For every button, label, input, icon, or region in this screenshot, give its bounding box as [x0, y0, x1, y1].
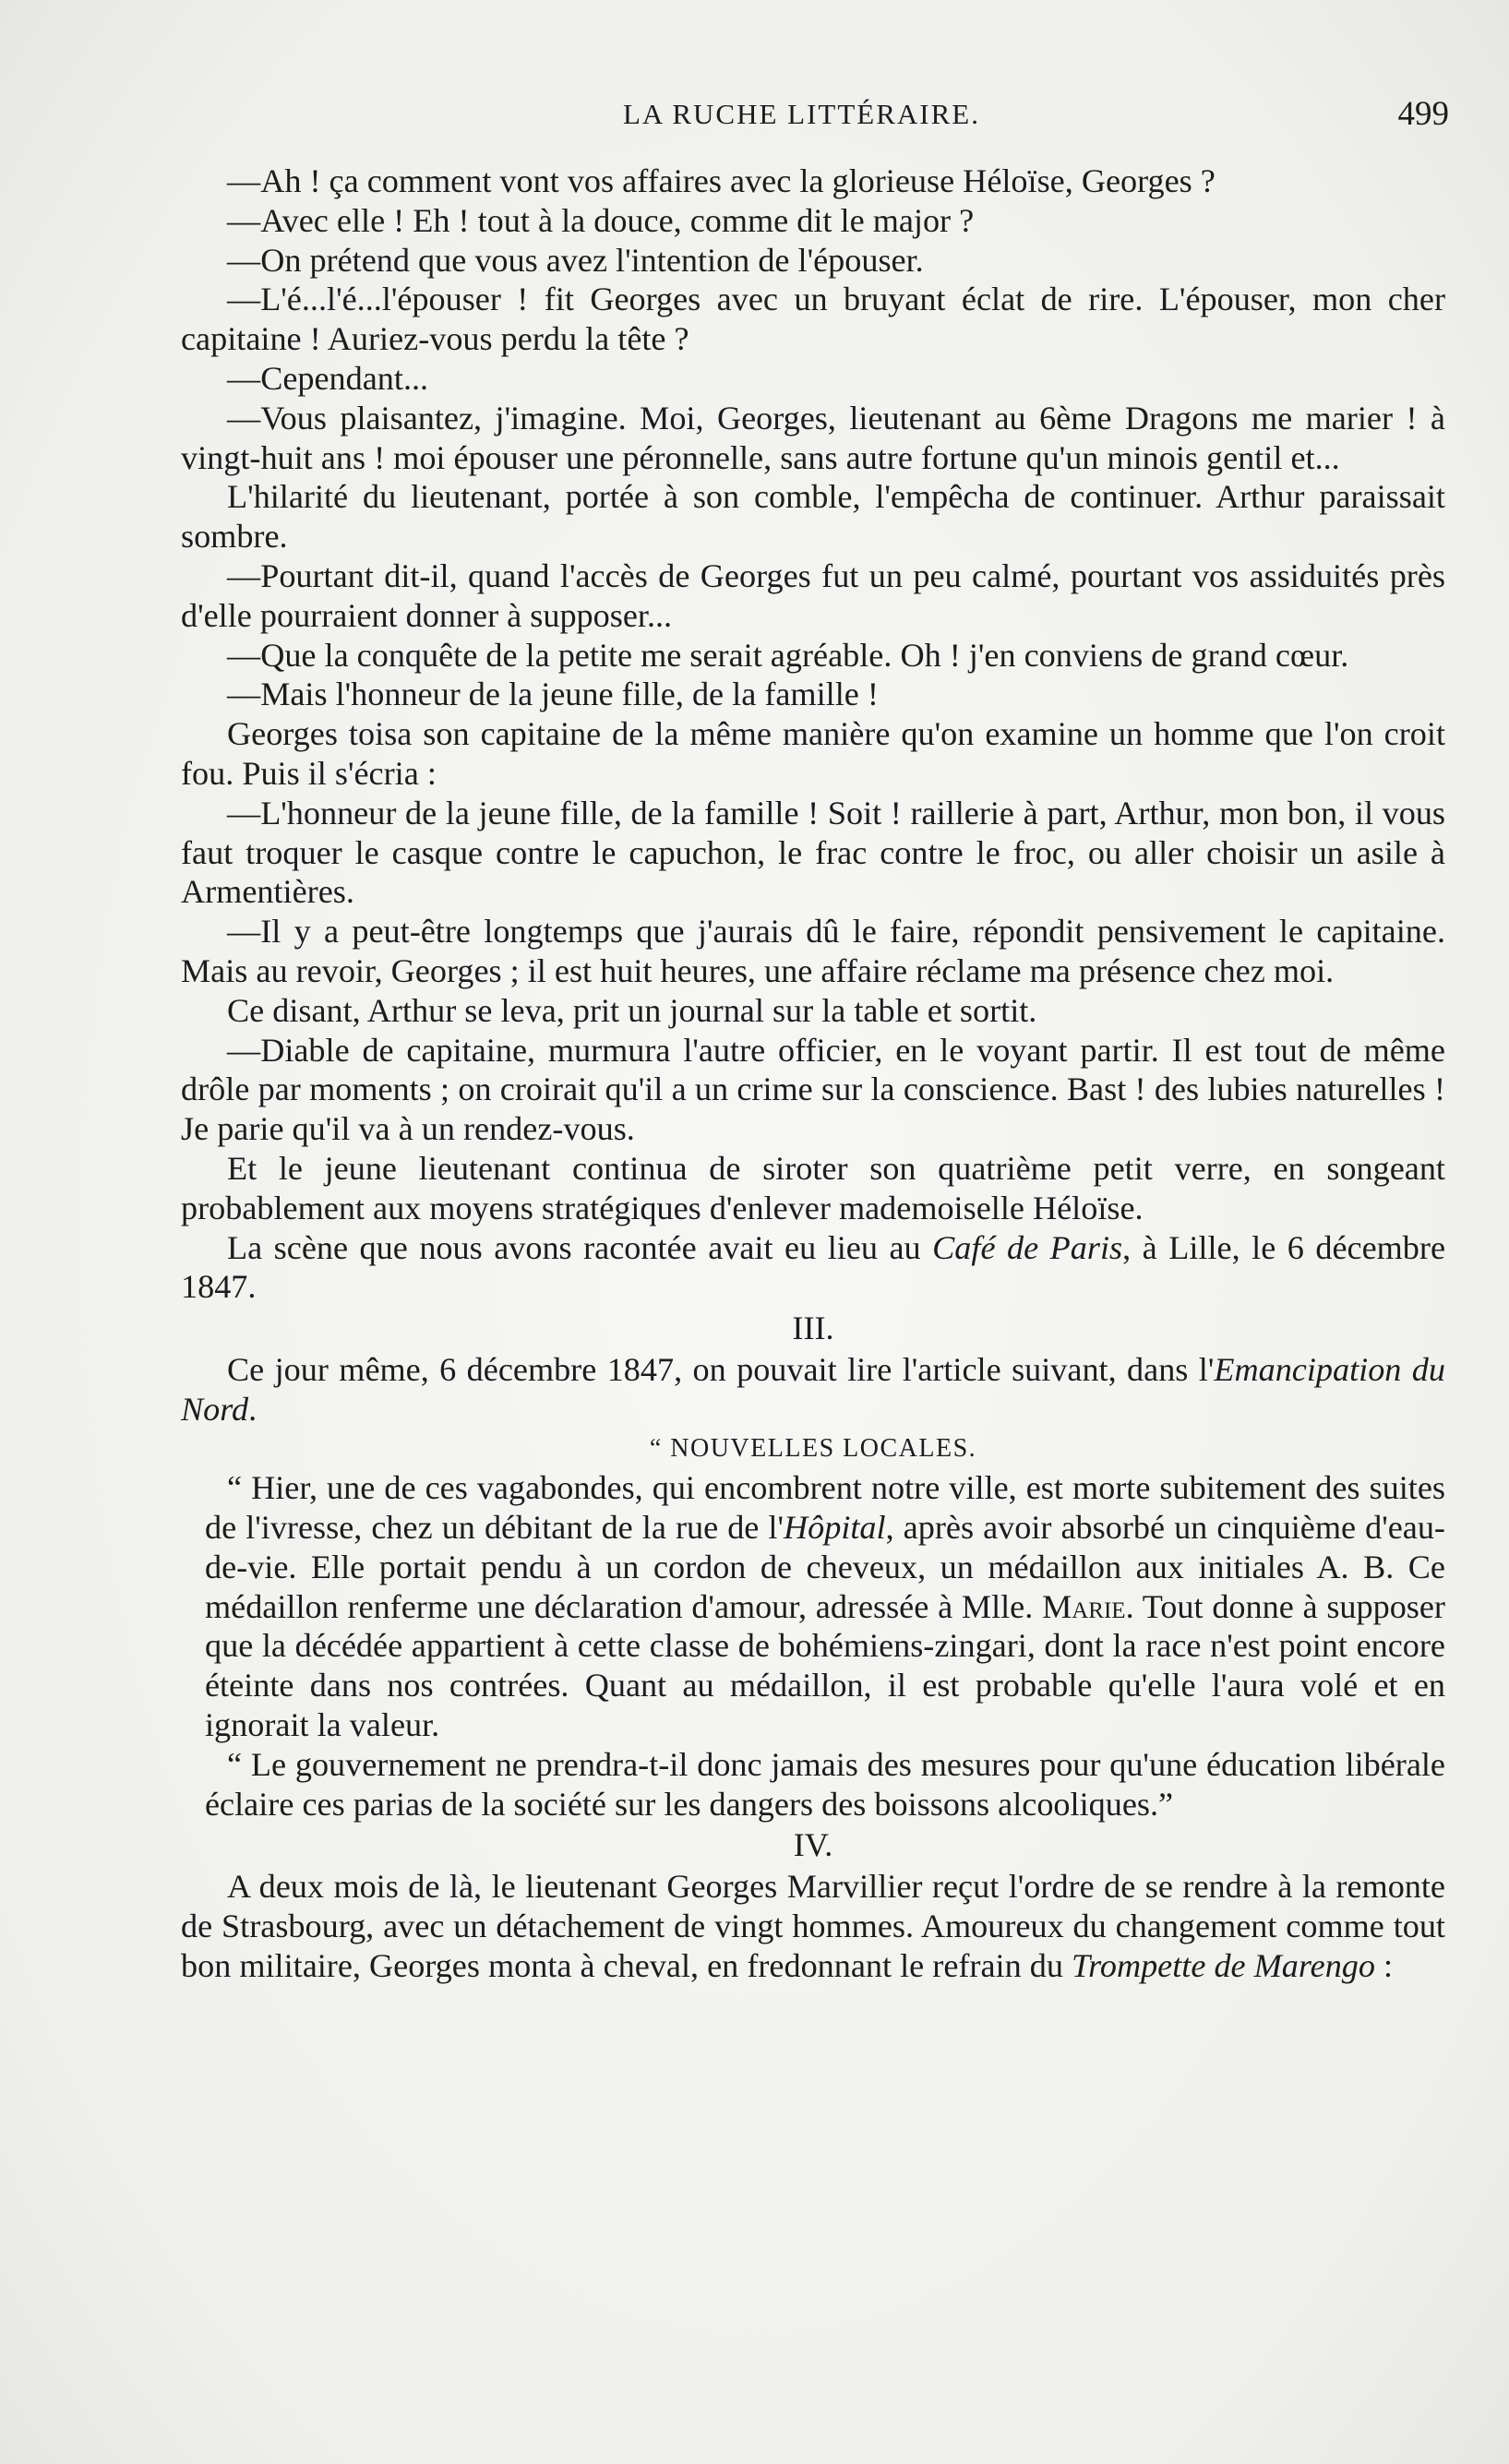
paragraph: —Vous plaisantez, j'imagine. Moi, Georges, lieutenant au 6ème Dragons me marier ! à vingt-huit ans ! moi épouser une péronnelle, sans autre fortune qu'un minois gentil et...: [181, 399, 1445, 476]
paragraph-journal: [181, 1350, 1445, 1429]
text: , après avoir absorbé un cinquième d'eau-de-vie. Elle portait pendu à un cordon de cheveux, un médaillon aux initiales A. B. Ce médaillon renferme une déclaration d'amour, adressée à Mlle.: [205, 1509, 1445, 1625]
paragraph: —On prétend que vous avez l'intention de l'épouser.: [227, 241, 924, 279]
paragraph-cafe: [181, 1228, 1445, 1308]
paragraph: —L'honneur de la jeune fille, de la famille ! Soit ! raillerie à part, Arthur, mon bon, il vous faut troquer le casque contre le capuchon, le frac contre le froc, ou aller choisir un asile à Armentières.: [181, 794, 1445, 911]
paragraph: Ce disant, Arthur se leva, prit un journal sur la table et sortit.: [227, 991, 1037, 1029]
news-heading: “ NOUVELLES LOCALES.: [649, 1433, 977, 1463]
paragraph: —Avec elle ! Eh ! tout à la douce, comme dit le major ?: [227, 201, 975, 239]
paragraph: —Que la conquête de la petite me serait agréable. Oh ! j'en conviens de grand cœur.: [227, 636, 1349, 674]
paragraph: —Cependant...: [227, 359, 429, 397]
text: La scène que nous avons racontée avait eu lieu au: [227, 1228, 933, 1266]
text: A deux mois de là, le lieutenant Georges Marvillier reçut l'ordre de se rendre à la remonte de Strasbourg, avec un détachement de vingt hommes. Amoureux du changement comme tout bon militaire, Georges monta à cheval, en fredonnant le refrain du: [181, 1868, 1445, 1984]
paragraph-last: [181, 1867, 1445, 1985]
text: , à Lille, le 6 décembre 1847.: [181, 1228, 1446, 1306]
song-title: Trompette de Marengo: [1071, 1946, 1375, 1984]
journal-name: Emancipation du Nord: [181, 1350, 1445, 1428]
street-name: Hôpital: [784, 1509, 886, 1547]
text: :: [1374, 1946, 1394, 1984]
section-heading-4: IV.: [793, 1826, 833, 1864]
person-name: Marie: [1042, 1587, 1126, 1625]
text: Ce jour même, 6 décembre 1847, on pouvait lire l'article suivant, dans l': [227, 1350, 1215, 1388]
news-quote: [181, 1468, 1445, 1745]
paragraph: —Il y a peut-être longtemps que j'aurais dû le faire, répondit pensivement le capitaine. Mais au revoir, Georges ; il est huit heures, une affaire réclame ma présence chez moi.: [181, 913, 1445, 989]
paragraph: L'hilarité du lieutenant, portée à son comble, l'empêcha de continuer. Arthur paraissait sombre.: [181, 478, 1445, 556]
text: . Tout donne à supposer que la décédée appartient à cette classe de bohémiens-zingari, dont la race n'est point encore éteinte dans nos contrées. Quant au médaillon, il est probable qu'elle l'aura volé et en ignorait la valeur.: [205, 1587, 1445, 1744]
paragraph: —L'é...l'é...l'épouser ! fit Georges avec un bruyant éclat de rire. L'épouser, mon cher capitaine ! Auriez-vous perdu la tête ?: [181, 281, 1445, 358]
paragraph: —Ah ! ça comment vont vos affaires avec la glorieuse Héloïse, Georges ?: [227, 162, 1216, 199]
text: “ Hier, une de ces vagabondes, qui encombrent notre ville, est morte subitement des suites de l'ivresse, chez un débitant de la rue de l': [205, 1469, 1445, 1547]
text: .: [248, 1390, 257, 1428]
news-quote: “ Le gouvernement ne prendra-t-il donc jamais des mesures pour qu'une éducation libérale éclaire ces parias de la société sur les dangers des boissons alcooliques.”: [205, 1745, 1445, 1823]
page-header: [189, 90, 1449, 146]
cafe-name: Café de Paris: [932, 1228, 1123, 1266]
paragraph: Et le jeune lieutenant continua de siroter son quatrième petit verre, en songeant probablement aux moyens stratégiques d'enlever mademoiselle Héloïse.: [181, 1149, 1445, 1226]
page-number: 499: [1397, 95, 1449, 133]
paragraph: —Mais l'honneur de la jeune fille, de la famille !: [227, 676, 879, 713]
article-body: [181, 161, 1445, 1986]
running-title: LA RUCHE LITTÉRAIRE.: [623, 98, 980, 130]
paragraph: Georges toisa son capitaine de la même manière qu'on examine un homme que l'on croit fou. Puis il s'écria :: [181, 715, 1445, 792]
section-heading-3: III.: [792, 1310, 834, 1347]
paragraph: —Pourtant dit-il, quand l'accès de Georges fut un peu calmé, pourtant vos assiduités près d'elle pourraient donner à supposer...: [181, 556, 1445, 634]
paragraph: —Diable de capitaine, murmura l'autre officier, en le voyant partir. Il est tout de même drôle par moments ; on croirait qu'il a un crime sur la conscience. Bast ! des lubies naturelles ! Je parie qu'il va à un rendez-vous.: [181, 1031, 1445, 1148]
